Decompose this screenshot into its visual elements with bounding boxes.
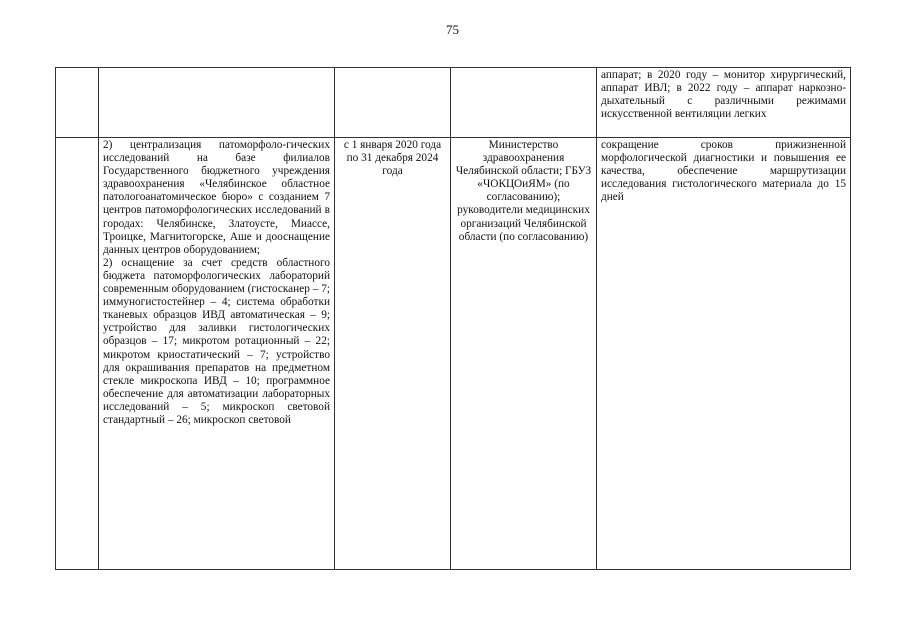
cell-result: аппарат; в 2020 году – монитор хирургический, аппарат ИВЛ; в 2022 году – аппарат наркозно-дыхательный с различными режимами искусственной вентиляции легких — [597, 68, 851, 138]
cell-responsible — [451, 68, 597, 138]
cell-description — [99, 138, 335, 570]
description-paragraph-equipment: 2) оснащение за счет средств областного бюджета патоморфологических лабораторий современным оборудованием (гистосканер – 7; иммуногистостейнер – 4; система обработки тканевых образцов ИВД автоматическая – 9; устройство для заливки гистологических образцов – 17; микротом ротационный – 22; микротом криостатический – 7; устройство для окрашивания препаратов на предметном стекле микроскопа ИВД – 10; программное обеспечение для автоматизации лабораторных исследований – 5; микроскоп световой стандартный – 26; микроскоп световой — [103, 256, 330, 426]
cell-number — [56, 138, 99, 570]
table-row — [56, 68, 851, 138]
table-row — [56, 138, 851, 570]
measures-table — [55, 67, 851, 570]
cell-number — [56, 68, 99, 138]
page-number: 75 — [446, 22, 459, 37]
description-paragraph-centralization: 2) централизация патоморфоло-гических исследований на базе филиалов Государственного бюджетного учреждения здравоохранения «Челябинское областное патологоанатомическое бюро» с созданием 7 центров патоморфологических исследований в городах: Челябинске, Златоусте, Миассе, Троицке, Магнитогорске, Аше и дооснащение данных центров оборудованием; — [103, 139, 330, 256]
cell-description — [99, 68, 335, 138]
cell-date — [335, 68, 451, 138]
cell-date: с 1 января 2020 года по 31 декабря 2024 года — [335, 138, 451, 570]
cell-responsible: Министерство здравоохранения Челябинской области; ГБУЗ «ЧОКЦОиЯМ» (по согласованию); руководители медицинских организаций Челябинской области (по согласованию) — [451, 138, 597, 570]
cell-result: сокращение сроков прижизненной морфологической диагностики и повышения ее качества, обеспечение маршрутизации исследования гистологического материала до 15 дней — [597, 138, 851, 570]
